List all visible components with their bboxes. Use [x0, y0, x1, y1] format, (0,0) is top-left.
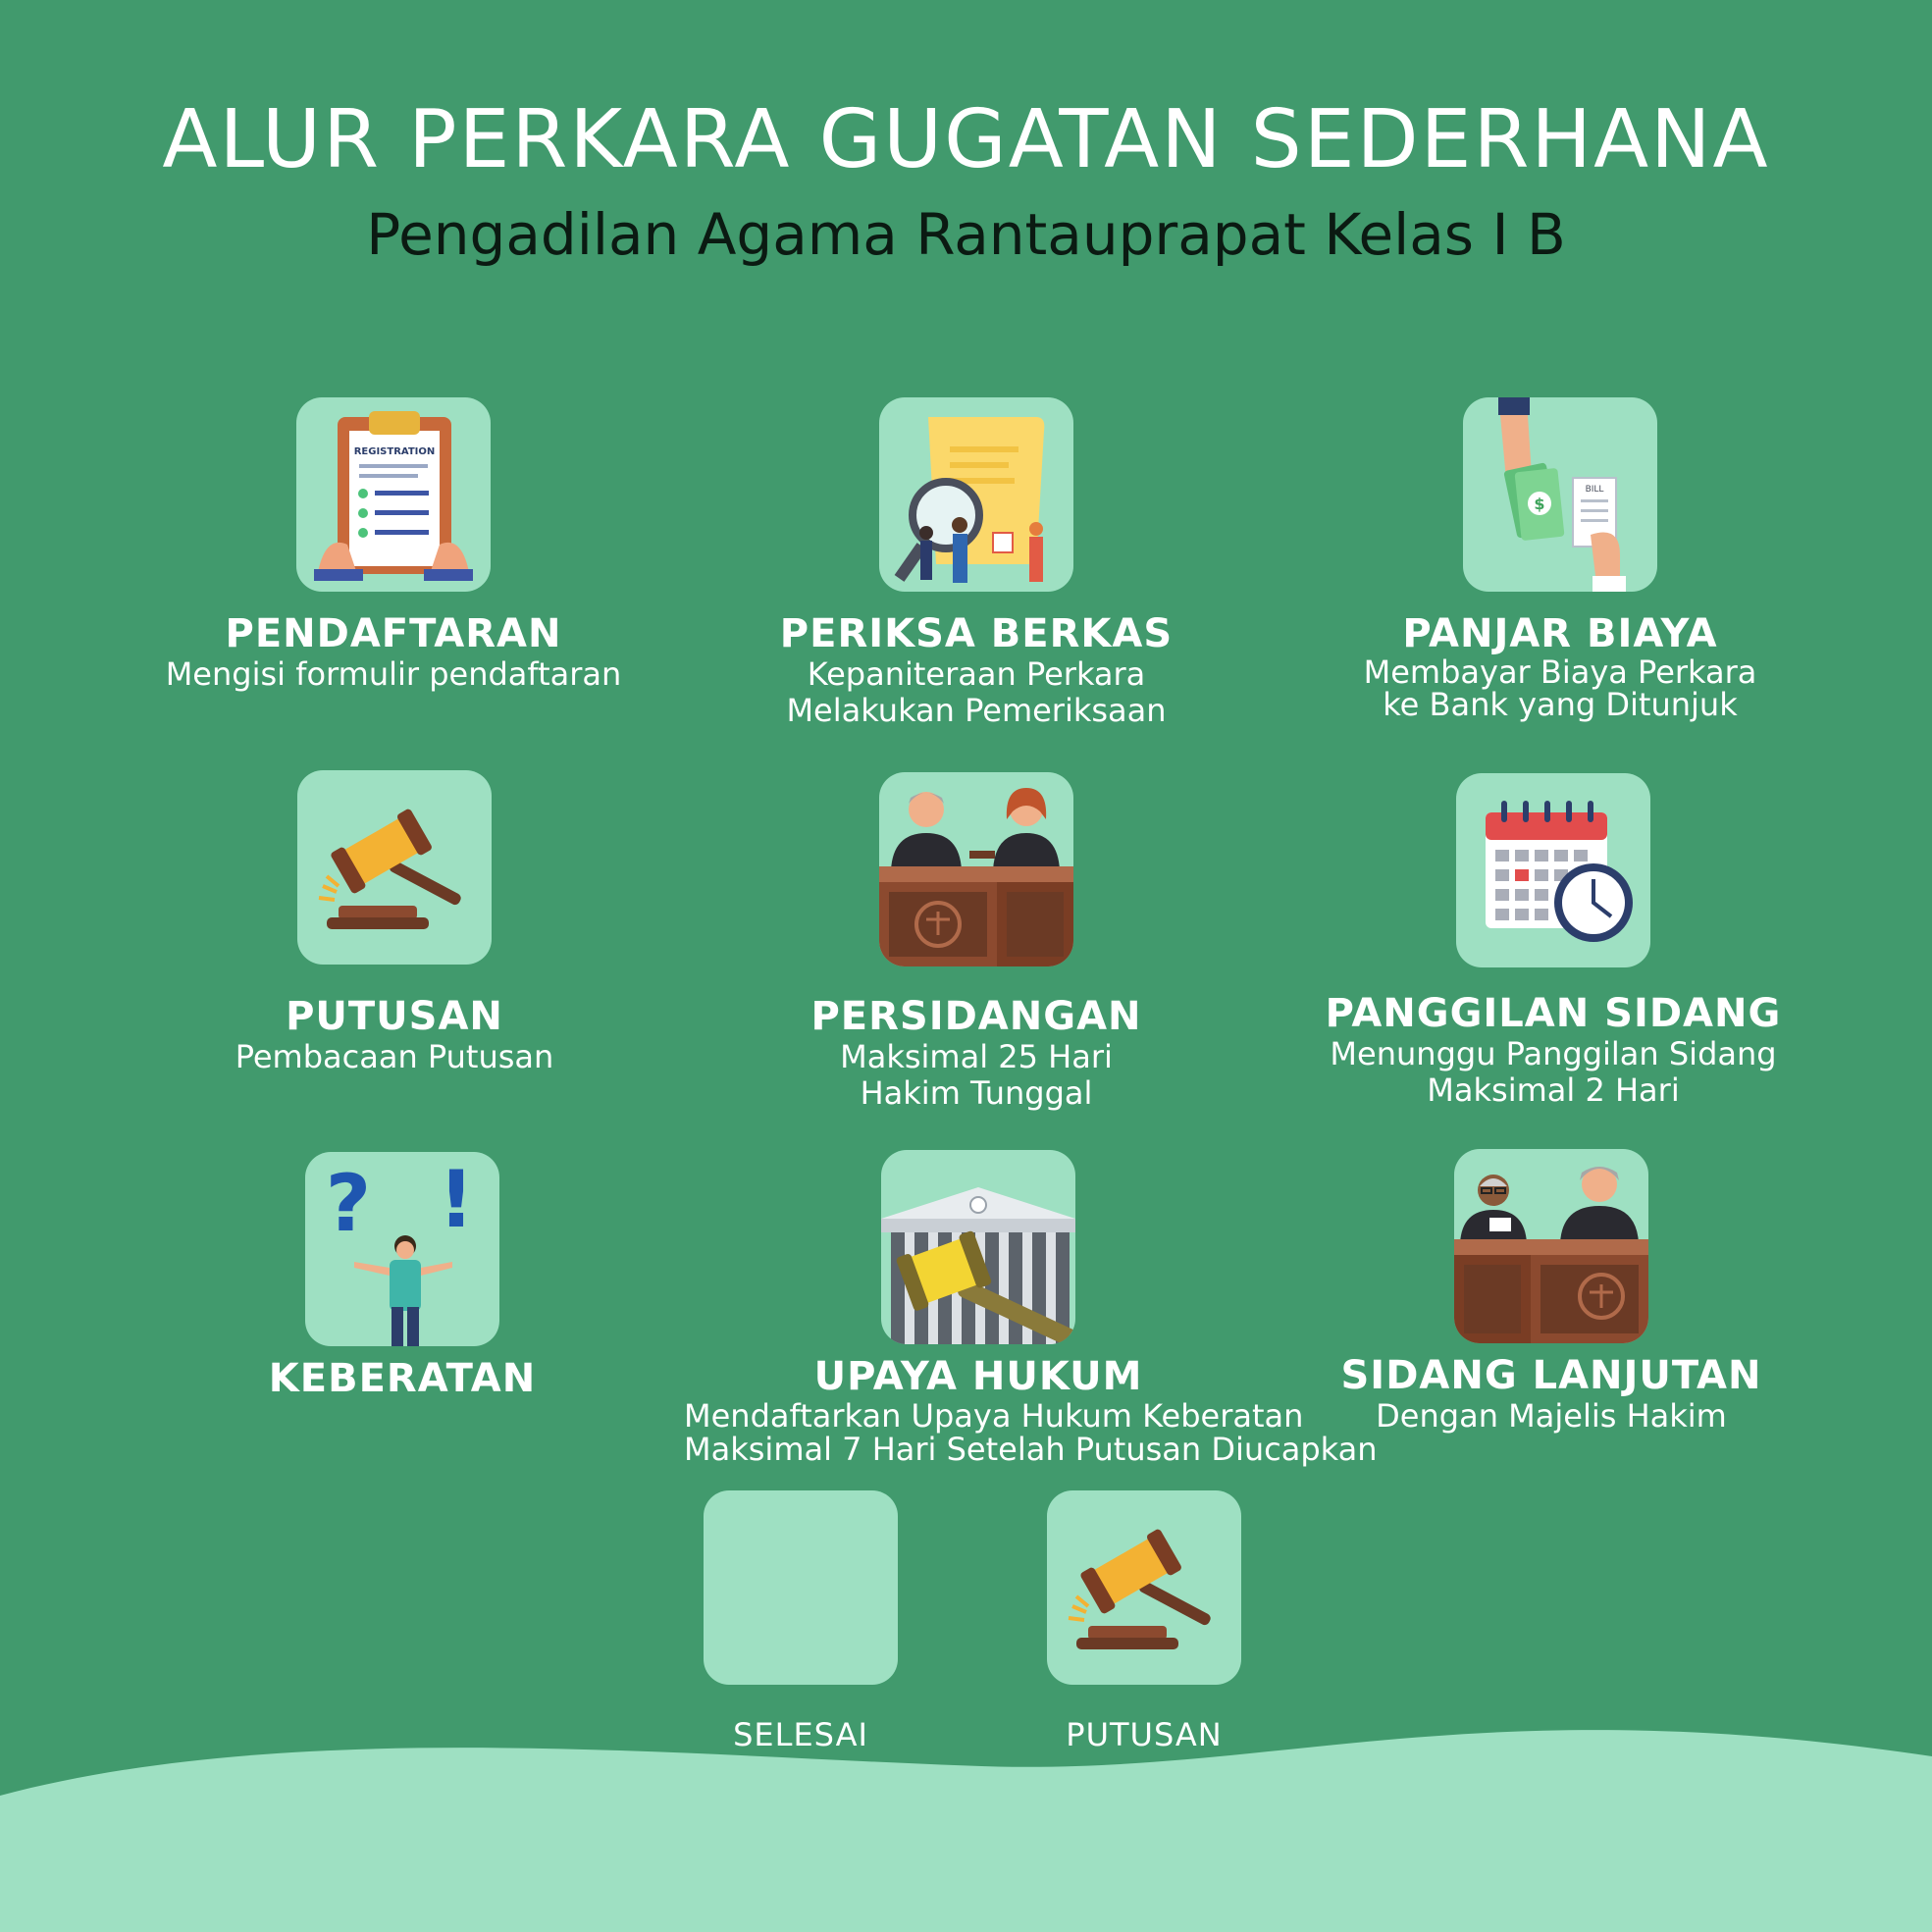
- money-symbol: $: [1534, 495, 1545, 513]
- step-title: PERSIDANGAN: [810, 994, 1142, 1039]
- registration-clipboard-icon: [296, 397, 491, 592]
- payment-bill-icon: [1463, 397, 1657, 592]
- svg-text:?: ?: [325, 1158, 372, 1249]
- calendar-clock-icon: [1456, 773, 1650, 967]
- svg-text:!: !: [438, 1154, 475, 1245]
- confused-person-icon: [305, 1152, 499, 1346]
- step-desc-line1: Maksimal 25 Hari: [840, 1038, 1113, 1075]
- step-sidang-lanjutan: [1257, 1149, 1846, 1435]
- step-title: UPAYA HUKUM: [813, 1354, 1143, 1399]
- step-desc-line1: Membayar Biaya Perkara: [1363, 653, 1757, 691]
- single-judge-court-icon: [879, 772, 1073, 966]
- step-desc-line1: Menunggu Panggilan Sidang: [1330, 1035, 1777, 1072]
- step-desc-line2: Melakukan Pemeriksaan: [786, 692, 1167, 729]
- step-title: KEBERATAN: [268, 1356, 537, 1401]
- step-upaya-hukum: [684, 1150, 1378, 1468]
- step-title: PUTUSAN: [1066, 1716, 1223, 1753]
- page-title: ALUR PERKARA GUGATAN SEDERHANA: [162, 93, 1770, 186]
- step-title: SIDANG LANJUTAN: [1340, 1353, 1762, 1398]
- step-title: PENDAFTARAN: [225, 611, 562, 656]
- step-panggilan-sidang: [1259, 773, 1848, 1109]
- step-desc-line1: Kepaniteraan Perkara: [807, 655, 1146, 693]
- step-panjar-biaya: [1266, 397, 1854, 721]
- bottom-wave-decoration: [0, 1707, 1932, 1932]
- clipboard-label: REGISTRATION: [353, 446, 436, 457]
- step-pendaftaran: [99, 397, 688, 693]
- step-desc-line2: Hakim Tunggal: [860, 1074, 1093, 1112]
- step-persidangan: [682, 772, 1271, 1112]
- step-keberatan: [108, 1152, 697, 1401]
- step-desc-line1: Dengan Majelis Hakim: [1376, 1397, 1727, 1435]
- step-desc-line1: Mendaftarkan Upaya Hukum Keberatan: [684, 1397, 1304, 1435]
- step-desc-line1: Mengisi formulir pendaftaran: [165, 655, 622, 693]
- step-desc-line1: Pembacaan Putusan: [235, 1038, 554, 1075]
- step-desc-line2: Maksimal 2 Hari: [1427, 1071, 1680, 1109]
- step-desc-line2: Maksimal 7 Hari Setelah Putusan Diucapkan: [684, 1431, 1378, 1468]
- bill-label: BILL: [1585, 485, 1604, 495]
- step-title: PERIKSA BERKAS: [779, 611, 1174, 656]
- step-title: PUTUSAN: [286, 994, 503, 1039]
- gavel-icon: [297, 770, 492, 965]
- step-title: PANJAR BIAYA: [1402, 611, 1718, 656]
- courthouse-gavel-icon: [881, 1150, 1075, 1344]
- step-putusan: [100, 770, 689, 1075]
- document-inspection-icon: [879, 397, 1073, 592]
- step-desc-line2: ke Bank yang Ditunjuk: [1383, 686, 1738, 723]
- panel-judges-court-icon: [1454, 1149, 1648, 1343]
- step-title: SELESAI: [733, 1716, 868, 1753]
- gavel-icon: [1047, 1490, 1241, 1685]
- step-periksa-berkas: [682, 397, 1271, 729]
- step-title: PANGGILAN SIDANG: [1325, 991, 1782, 1036]
- page-subtitle: Pengadilan Agama Rantauprapat Kelas I B: [366, 201, 1566, 268]
